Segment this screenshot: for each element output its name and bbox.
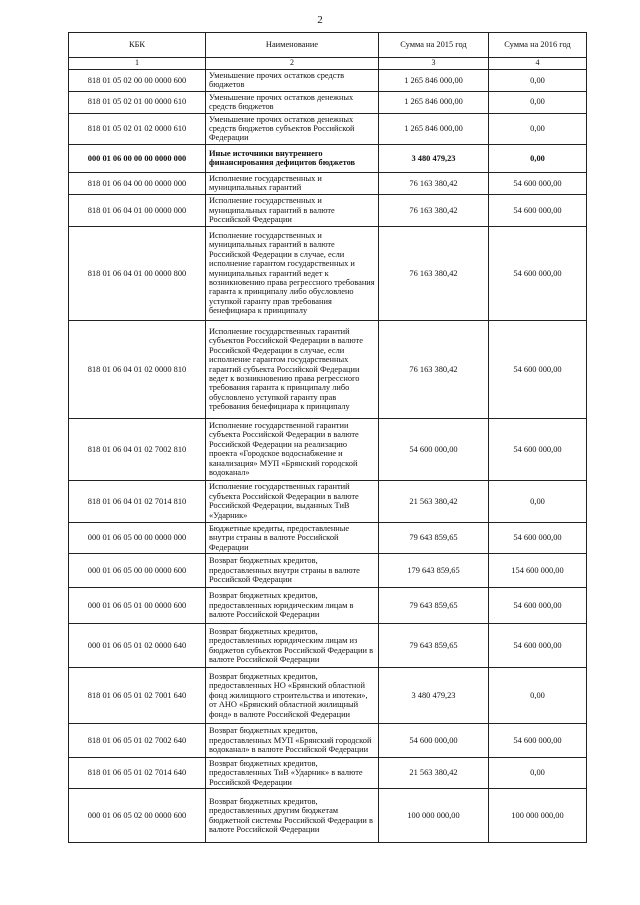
kbk-cell: 818 01 05 02 01 00 0000 610 — [69, 91, 206, 113]
sum-2016-cell: 54 600 000,00 — [489, 522, 587, 553]
sum-2015-cell: 21 563 380,42 — [379, 480, 489, 522]
header-sum-2016: Сумма на 2016 год — [489, 33, 587, 58]
page-number: 2 — [317, 14, 323, 26]
sum-2016-cell: 54 600 000,00 — [489, 172, 587, 194]
header-sum-2015: Сумма на 2015 год — [379, 33, 489, 58]
sum-2016-cell: 0,00 — [489, 758, 587, 789]
table-body — [69, 69, 587, 842]
table-row — [69, 194, 587, 226]
table-row — [69, 588, 587, 624]
kbk-cell: 000 01 06 05 00 00 0000 600 — [69, 554, 206, 588]
kbk-cell: 818 01 06 04 01 00 0000 000 — [69, 194, 206, 226]
table-row — [69, 554, 587, 588]
table-row — [69, 758, 587, 789]
table-row — [69, 480, 587, 522]
sum-2015-cell: 76 163 380,42 — [379, 194, 489, 226]
sum-2016-cell: 0,00 — [489, 480, 587, 522]
sum-2015-cell: 1 265 846 000,00 — [379, 113, 489, 144]
kbk-cell: 818 01 06 04 01 02 7014 810 — [69, 480, 206, 522]
name-cell: Возврат бюджетных кредитов, предоставленных МУП «Брянский городской водоканал» в валюте Российской Федерации — [206, 724, 379, 758]
name-cell: Возврат бюджетных кредитов, предоставленных НО «Брянский областной фонд жилищного строительства и ипотеки», от АНО «Брянский областной жилищный фонд» в валюте Российской Федерации — [206, 668, 379, 724]
name-cell: Уменьшение прочих остатков средств бюджетов — [206, 69, 379, 91]
sum-2016-cell: 0,00 — [489, 668, 587, 724]
sum-2015-cell: 179 643 859,65 — [379, 554, 489, 588]
sum-2016-cell: 54 600 000,00 — [489, 226, 587, 320]
sum-2016-cell: 54 600 000,00 — [489, 194, 587, 226]
table-row — [69, 418, 587, 480]
name-cell: Возврат бюджетных кредитов, предоставленных ТиВ «Ударник» в валюте Российской Федерации — [206, 758, 379, 789]
kbk-cell: 000 01 06 05 00 00 0000 000 — [69, 522, 206, 553]
table-row — [69, 172, 587, 194]
sum-2016-cell: 0,00 — [489, 91, 587, 113]
table-row — [69, 226, 587, 320]
kbk-cell: 818 01 06 04 01 02 0000 810 — [69, 320, 206, 418]
sum-2015-cell: 3 480 479,23 — [379, 144, 489, 172]
name-cell: Бюджетные кредиты, предоставленные внутри страны в валюте Российской Федерации — [206, 522, 379, 553]
table-row — [69, 789, 587, 843]
kbk-cell: 818 01 06 04 01 00 0000 800 — [69, 226, 206, 320]
table-row — [69, 113, 587, 144]
sum-2015-cell: 79 643 859,65 — [379, 522, 489, 553]
name-cell: Иные источники внутреннего финансирования дефицитов бюджетов — [206, 144, 379, 172]
kbk-cell: 818 01 06 05 01 02 7014 640 — [69, 758, 206, 789]
name-cell: Исполнение государственных и муниципальных гарантий в валюте Российской Федерации в случае, если исполнение гарантом государственных и муниципальных гарантий ведет к возникновению права регрессного требования гаранта к принципалу либо обусловлено уступкой гаранту прав требования бенефициара к принципалу — [206, 226, 379, 320]
kbk-cell: 818 01 05 02 01 02 0000 610 — [69, 113, 206, 144]
column-number-4: 4 — [489, 58, 587, 70]
sum-2016-cell: 54 600 000,00 — [489, 418, 587, 480]
sum-2015-cell: 76 163 380,42 — [379, 172, 489, 194]
kbk-cell: 818 01 06 05 01 02 7002 640 — [69, 724, 206, 758]
name-cell: Возврат бюджетных кредитов, предоставленных другим бюджетам бюджетной системы Российской Федерации в валюте Российской Федерации — [206, 789, 379, 843]
sum-2015-cell: 1 265 846 000,00 — [379, 69, 489, 91]
name-cell: Исполнение государственных и муниципальных гарантий — [206, 172, 379, 194]
name-cell: Исполнение государственной гарантии субъекта Российской Федерации в валюте Российской Федерации на реализацию проекта «Городское водоснабжение и канализация» МУП «Брянский городской водоканал» — [206, 418, 379, 480]
sum-2016-cell: 0,00 — [489, 69, 587, 91]
column-number-3: 3 — [379, 58, 489, 70]
column-number-2: 2 — [206, 58, 379, 70]
sum-2016-cell: 54 600 000,00 — [489, 724, 587, 758]
column-number-row — [69, 58, 587, 70]
sum-2015-cell: 100 000 000,00 — [379, 789, 489, 843]
sum-2016-cell: 54 600 000,00 — [489, 588, 587, 624]
table-row — [69, 69, 587, 91]
sum-2015-cell: 79 643 859,65 — [379, 624, 489, 668]
kbk-cell: 818 01 06 05 01 02 7001 640 — [69, 668, 206, 724]
budget-sources-table — [68, 32, 587, 843]
name-cell: Исполнение государственных гарантий субъектов Российской Федерации в валюте Российской Федерации в случае, если исполнение гарантом государственных гарантий субъекта Российской Федерации ведет к возникновению права регрессного требования гаранта к принципалу либо обусловлено уступкой гаранту прав требования бенефициара к принципалу — [206, 320, 379, 418]
header-name: Наименование — [206, 33, 379, 58]
sum-2015-cell: 76 163 380,42 — [379, 226, 489, 320]
table-row — [69, 668, 587, 724]
sum-2016-cell: 54 600 000,00 — [489, 624, 587, 668]
sum-2015-cell: 21 563 380,42 — [379, 758, 489, 789]
sum-2015-cell: 54 600 000,00 — [379, 724, 489, 758]
sum-2016-cell: 54 600 000,00 — [489, 320, 587, 418]
sum-2015-cell: 54 600 000,00 — [379, 418, 489, 480]
sum-2016-cell: 0,00 — [489, 144, 587, 172]
sum-2015-cell: 76 163 380,42 — [379, 320, 489, 418]
name-cell: Возврат бюджетных кредитов, предоставленных юридическим лицам из бюджетов субъектов Российской Федерации в валюте Российской Федерации — [206, 624, 379, 668]
sum-2015-cell: 3 480 479,23 — [379, 668, 489, 724]
kbk-cell: 818 01 06 04 00 00 0000 000 — [69, 172, 206, 194]
kbk-cell: 000 01 06 05 01 00 0000 600 — [69, 588, 206, 624]
sum-2016-cell: 0,00 — [489, 113, 587, 144]
table-row — [69, 320, 587, 418]
kbk-cell: 000 01 06 00 00 00 0000 000 — [69, 144, 206, 172]
name-cell: Исполнение государственных и муниципальных гарантий в валюте Российской Федерации — [206, 194, 379, 226]
kbk-cell: 000 01 06 05 02 00 0000 600 — [69, 789, 206, 843]
table-row — [69, 144, 587, 172]
sum-2015-cell: 1 265 846 000,00 — [379, 91, 489, 113]
table-row — [69, 724, 587, 758]
table-row — [69, 522, 587, 553]
kbk-cell: 000 01 06 05 01 02 0000 640 — [69, 624, 206, 668]
name-cell: Уменьшение прочих остатков денежных средств бюджетов — [206, 91, 379, 113]
table-row — [69, 91, 587, 113]
header-row — [69, 33, 587, 58]
sum-2015-cell: 79 643 859,65 — [379, 588, 489, 624]
table-row — [69, 624, 587, 668]
sum-2016-cell: 100 000 000,00 — [489, 789, 587, 843]
name-cell: Уменьшение прочих остатков денежных средств бюджетов субъектов Российской Федерации — [206, 113, 379, 144]
name-cell: Возврат бюджетных кредитов, предоставленных внутри страны в валюте Российской Федерации — [206, 554, 379, 588]
sum-2016-cell: 154 600 000,00 — [489, 554, 587, 588]
name-cell: Возврат бюджетных кредитов, предоставленных юридическим лицам в валюте Российской Федерации — [206, 588, 379, 624]
name-cell: Исполнение государственных гарантий субъекта Российской Федерации в валюте Российской Федерации, выданных ТиВ «Ударник» — [206, 480, 379, 522]
kbk-cell: 818 01 05 02 00 00 0000 600 — [69, 69, 206, 91]
column-number-1: 1 — [69, 58, 206, 70]
kbk-cell: 818 01 06 04 01 02 7002 810 — [69, 418, 206, 480]
header-kbk: КБК — [69, 33, 206, 58]
